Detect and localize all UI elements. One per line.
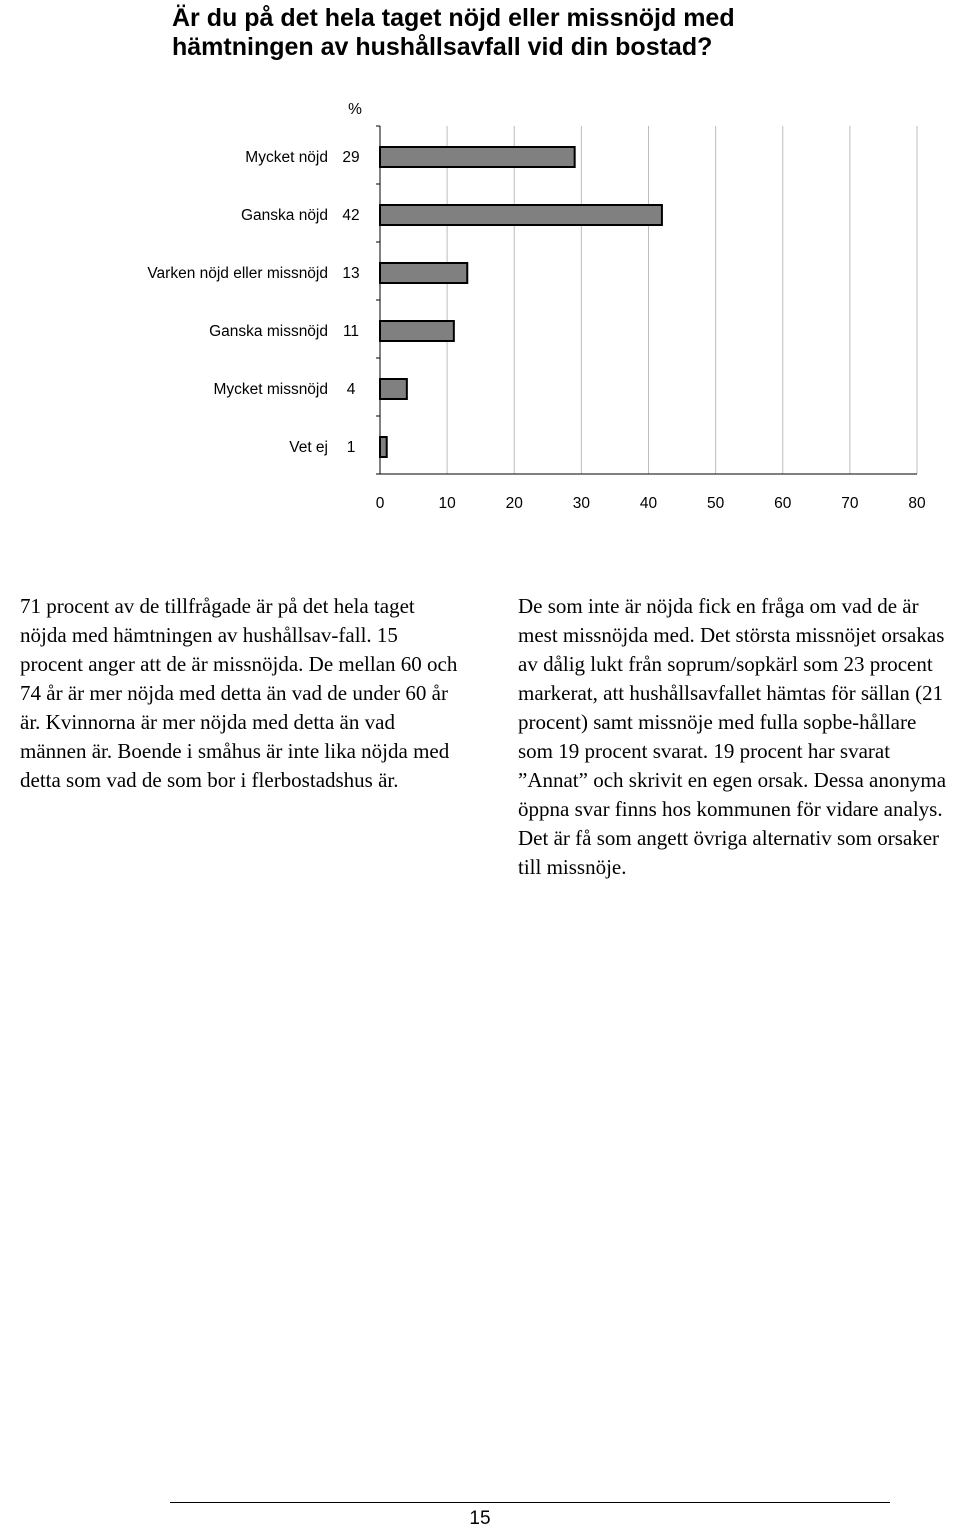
bar [380,379,407,399]
bar [380,205,662,225]
left-column-text: 71 procent av de tillfrågade är på det hela taget nöjda med hämtningen av hushållsav-fall. 15 procent anger att de är missnöjda. De mellan 60 och 74 år är mer nöjda med detta än vad de under 60 år är. Kvinnorna är mer nöjda med detta än vad männen är. Boende i småhus är inte lika nöjda med detta som vad de som bor i flerbostadshus är. [20,594,458,792]
value-header: % [348,101,362,118]
x-tick-labels [376,495,926,512]
x-tick-label: 30 [572,495,590,512]
value-label: 1 [346,439,356,456]
x-tick-label: 0 [375,495,385,512]
bar [380,321,454,341]
category-labels [147,149,328,456]
gridlines [376,126,917,474]
footer-divider [170,1502,890,1503]
x-tick-label: 20 [505,495,523,512]
value-labels [342,149,359,456]
x-tick-label: 40 [639,495,658,512]
category-label: Mycket nöjd [245,149,328,166]
category-label: Ganska missnöjd [209,323,328,340]
category-label: Vet ej [289,439,328,456]
title-line-2: hämtningen av hushållsavfall vid din bostad? [172,33,713,61]
page-number: 15 [469,1508,491,1529]
bar [380,147,575,167]
bar [380,263,467,283]
x-tick-label: 70 [841,495,859,512]
bars [380,147,662,457]
value-label: 42 [342,207,360,224]
bar-chart [0,90,960,520]
x-tick-label: 10 [438,495,456,512]
value-label: 13 [342,265,360,282]
value-label: 29 [342,149,360,166]
x-tick-label: 50 [707,495,725,512]
value-label: 11 [342,323,360,340]
x-tick-label: 80 [908,495,926,512]
value-label: 4 [346,381,356,398]
title-line-1: Är du på det hela taget nöjd eller missnöjd med [172,4,735,32]
right-column-text: De som inte är nöjda fick en fråga om vad de är mest missnöjda med. Det största missnöjet orsakas av dålig lukt från soprum/sopkärl som 23 procent markerat, att hushållsavfallet hämtas för sällan (21 procent) samt missnöje med fulla sopbe-hållare som 19 procent svarat. 19 procent har svarat ”Annat” och skrivit en egen orsak. Dessa anonyma öppna svar finns hos kommunen för vidare analys. Det är få som angett övriga alternativ som orsaker till missnöje. [518,594,947,879]
x-tick-label: 60 [774,495,792,512]
category-label: Varken nöjd eller missnöjd [147,265,328,282]
bar [380,437,387,457]
chart-title [172,4,872,62]
category-label: Mycket missnöjd [213,381,328,398]
category-label: Ganska nöjd [240,207,328,224]
